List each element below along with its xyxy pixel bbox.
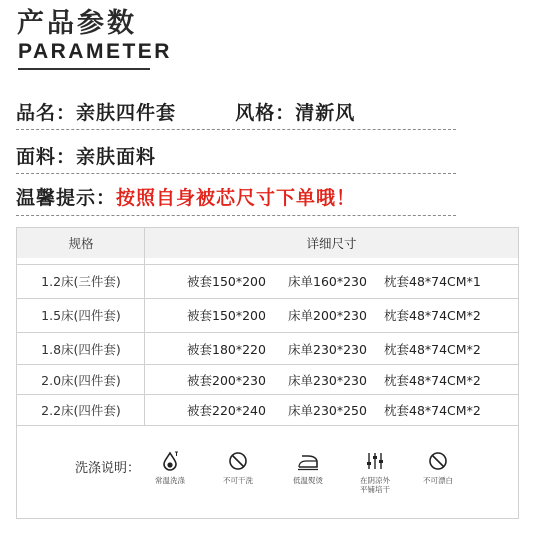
- spec-cell: 1.2床(三件套): [41, 274, 121, 289]
- table-row: [17, 365, 518, 395]
- row-divider: [17, 332, 518, 333]
- no-tumble-dry-icon: [227, 450, 249, 472]
- product-name-value: 亲肤四件套: [76, 102, 177, 124]
- pillowcase-size: 枕套48*74CM*2: [384, 308, 481, 323]
- header-spec: 规格: [68, 236, 94, 251]
- duvet-size: 被套180*220: [187, 342, 266, 357]
- table-header-row: [17, 228, 518, 258]
- wash-item-label: 低温熨烫: [293, 476, 323, 485]
- wash-item-label: 不可干洗: [223, 476, 253, 485]
- wash-item-label: 常温洗涤: [155, 476, 185, 485]
- wash-item-no-dry-clean: [203, 450, 273, 485]
- page-title: 产品参数: [17, 8, 137, 39]
- row-divider: [17, 298, 518, 299]
- wash-item-label: 不可漂白: [423, 476, 453, 485]
- wash-item-dry-flat: [340, 450, 410, 494]
- tip-label: 温馨提示：: [16, 187, 117, 209]
- line-dry-shade-icon: [364, 450, 386, 472]
- tip-value: 按照自身被芯尺寸下单哦！: [116, 187, 357, 209]
- row-divider: [17, 425, 518, 426]
- size-table: [16, 227, 519, 519]
- wash-item-label: 在阴凉外 平铺培干: [360, 476, 390, 494]
- water-temperature-icon: [159, 450, 181, 472]
- wash-item-low-iron: [273, 450, 343, 485]
- style-value: 清新风: [295, 102, 356, 124]
- pillowcase-size: 枕套48*74CM*2: [384, 403, 481, 418]
- sheet-size: 床单200*230: [288, 308, 367, 323]
- column-divider: [144, 228, 145, 425]
- no-bleach-icon: [427, 450, 449, 472]
- detail-cell: [145, 306, 518, 324]
- sheet-size: 床单160*230: [288, 274, 367, 289]
- duvet-size: 被套150*200: [187, 274, 266, 289]
- table-row: [17, 266, 518, 296]
- wash-item-normal-temp: [135, 450, 205, 485]
- product-name-label: 品名：: [16, 102, 77, 124]
- spec-cell: 2.2床(四件套): [41, 403, 121, 418]
- pillowcase-size: 枕套48*74CM*2: [384, 342, 481, 357]
- spec-cell: 1.5床(四件套): [41, 308, 121, 323]
- detail-cell: [145, 340, 518, 358]
- sheet-size: 床单230*230: [288, 373, 367, 388]
- low-temp-iron-icon: [296, 450, 320, 472]
- row-divider: [17, 264, 518, 265]
- tip-row: [16, 183, 356, 210]
- pillowcase-size: 枕套48*74CM*2: [384, 373, 481, 388]
- divider: [16, 215, 456, 216]
- pillowcase-size: 枕套48*74CM*1: [384, 274, 481, 289]
- product-name-row: [16, 98, 355, 125]
- duvet-size: 被套200*230: [187, 373, 266, 388]
- divider: [16, 129, 456, 130]
- header-detail: 详细尺寸: [306, 236, 357, 251]
- fabric-row: [16, 142, 156, 169]
- duvet-size: 被套220*240: [187, 403, 266, 418]
- detail-cell: [145, 371, 518, 389]
- table-row: [17, 395, 518, 425]
- spec-cell: 1.8床(四件套): [41, 342, 121, 357]
- fabric-label: 面料：: [16, 146, 77, 168]
- washing-label: 洗涤说明：: [75, 461, 141, 476]
- spec-cell: 2.0床(四件套): [41, 373, 121, 388]
- divider: [16, 173, 456, 174]
- table-row: [17, 300, 518, 330]
- style-label: 风格：: [235, 102, 296, 124]
- duvet-size: 被套150*200: [187, 308, 266, 323]
- title-underline: [18, 68, 150, 70]
- sheet-size: 床单230*250: [288, 403, 367, 418]
- sheet-size: 床单230*230: [288, 342, 367, 357]
- detail-cell: [145, 401, 518, 419]
- wash-item-no-bleach: [403, 450, 473, 485]
- table-row: [17, 334, 518, 364]
- fabric-value: 亲肤面料: [76, 146, 157, 168]
- page-subtitle: PARAMETER: [18, 40, 172, 63]
- detail-cell: [145, 272, 518, 290]
